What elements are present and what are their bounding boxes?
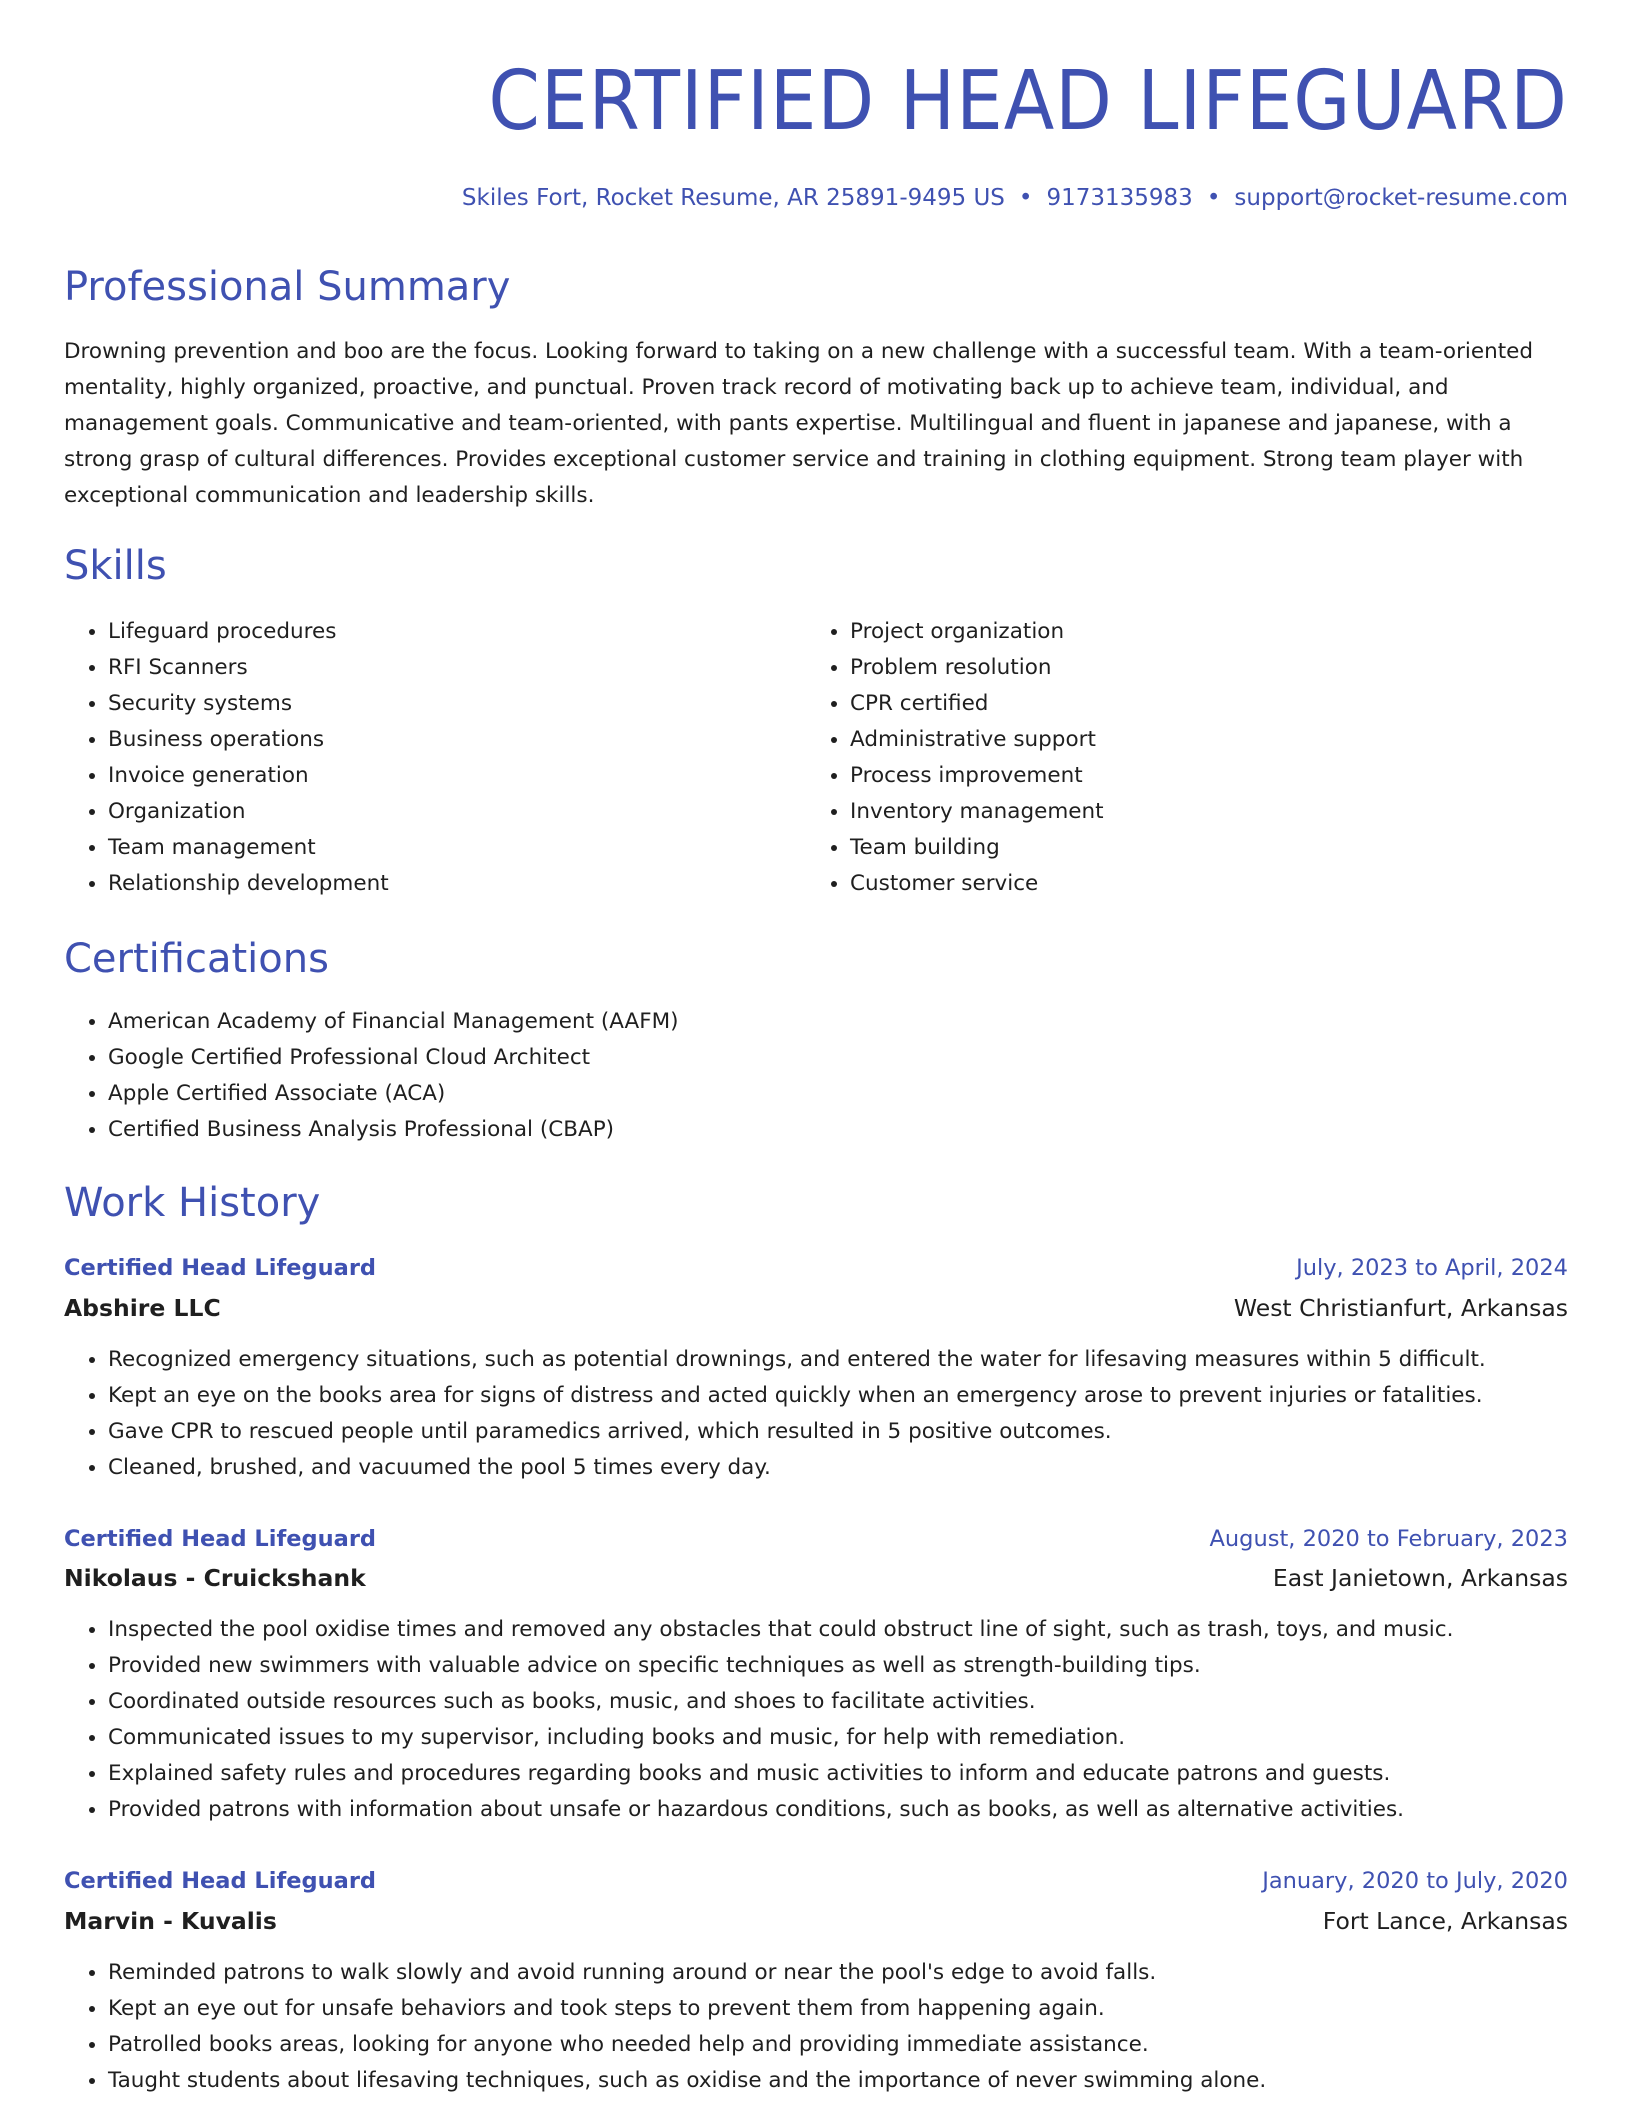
job-bullets — [64, 1955, 1266, 2099]
job-bullet: • Provided new swimmers with valuable advice on specific techniques as well as strength-building tips. — [108, 1648, 1453, 1684]
certification-item: • Apple Certified Associate (ACA) — [108, 1076, 679, 1112]
skill-item: • CPR certified — [850, 686, 1104, 722]
job-bullet: • Communicated issues to my supervisor, including books and music, for help with remediation. — [108, 1720, 1453, 1756]
skill-item: • Team building — [850, 830, 1104, 866]
job-bullet: • Gave CPR to rescued people until paramedics arrived, which resulted in 5 positive outcomes. — [108, 1414, 1486, 1450]
skills-heading: Skills — [64, 543, 167, 589]
job-bullets — [64, 1342, 1486, 1486]
summary-text: Drowning prevention and boo are the focus. Looking forward to taking on a new challenge with a successful team. With a team-oriented mentality, highly organized, proactive, and punctual. Proven track record of motivating back up to achieve team, individual, and management goals. Communicative and team-oriented, with pants expertise. Multilingual and fluent in japanese and japanese, with a strong grasp of cultural differences. Provides exceptional customer service and training in clothing equipment. Strong team player with exceptional communication and leadership skills. — [64, 339, 1534, 508]
job-location: West Christianfurt, Arkansas — [1233, 1294, 1568, 1322]
job-bullet: • Cleaned, brushed, and vacuumed the pool 5 times every day. — [108, 1450, 1486, 1486]
certifications-heading: Certifications — [64, 936, 329, 982]
contact-line — [462, 180, 1568, 216]
skill-item: • Problem resolution — [850, 650, 1104, 686]
job-bullet: • Taught students about lifesaving techniques, such as oxidise and the importance of never swimming alone. — [108, 2063, 1266, 2099]
job-location: Fort Lance, Arkansas — [1322, 1907, 1568, 1935]
job-bullet: • Coordinated outside resources such as books, music, and shoes to facilitate activities. — [108, 1684, 1453, 1720]
job-bullet: • Patrolled books areas, looking for anyone who needed help and providing immediate assistance. — [108, 2027, 1266, 2063]
certification-item: • Google Certified Professional Cloud Architect — [108, 1040, 679, 1076]
job-dates: August, 2020 to February, 2023 — [1209, 1526, 1568, 1552]
work-history-heading: Work History — [64, 1180, 321, 1226]
job-bullet: • Reminded patrons to walk slowly and avoid running around or near the pool's edge to avoid falls. — [108, 1955, 1266, 1991]
job-company: Abshire LLC — [64, 1294, 221, 1322]
job-bullet: • Kept an eye on the books area for signs of distress and acted quickly when an emergency arose to prevent injuries or fatalities. — [108, 1378, 1486, 1414]
job-company: Marvin - Kuvalis — [64, 1907, 277, 1935]
certification-item: • American Academy of Financial Management (AAFM) — [108, 1004, 679, 1040]
contact-separator: • — [1206, 185, 1221, 211]
skill-item: • Security systems — [108, 686, 389, 722]
contact-phone: 9173135983 — [1046, 185, 1193, 211]
skill-item: • Invoice generation — [108, 758, 389, 794]
contact-email: support@rocket-resume.com — [1234, 185, 1568, 211]
skills-list-right — [806, 614, 1104, 902]
job-dates: July, 2023 to April, 2024 — [1296, 1255, 1568, 1281]
skill-item: • Customer service — [850, 866, 1104, 902]
job-bullet: • Provided patrons with information about unsafe or hazardous conditions, such as books, as well as alternative activities. — [108, 1792, 1453, 1828]
contact-separator: • — [1018, 185, 1033, 211]
job-bullet: • Kept an eye out for unsafe behaviors and took steps to prevent them from happening again. — [108, 1991, 1266, 2027]
skill-item: • Process improvement — [850, 758, 1104, 794]
job-location: East Janietown, Arkansas — [1272, 1564, 1568, 1592]
contact-address: Skiles Fort, Rocket Resume, AR 25891-9495 US — [461, 185, 1005, 211]
job-title: Certified Head Lifeguard — [64, 1526, 377, 1552]
certifications-list — [64, 1004, 679, 1148]
summary-heading: Professional Summary — [64, 264, 511, 310]
skill-item: • Administrative support — [850, 722, 1104, 758]
job-bullets — [64, 1612, 1453, 1828]
skill-item: • Project organization — [850, 614, 1104, 650]
skills-list-left — [64, 614, 389, 902]
job-bullet: • Explained safety rules and procedures regarding books and music activities to inform and educate patrons and guests. — [108, 1756, 1453, 1792]
job-title: Certified Head Lifeguard — [64, 1255, 377, 1281]
skill-item: • Business operations — [108, 722, 389, 758]
job-company: Nikolaus - Cruickshank — [64, 1564, 366, 1592]
job-dates: January, 2020 to July, 2020 — [1262, 1868, 1568, 1894]
skill-item: • Lifeguard procedures — [108, 614, 389, 650]
skill-item: • RFI Scanners — [108, 650, 389, 686]
job-bullet: • Recognized emergency situations, such as potential drownings, and entered the water for lifesaving measures within 5 difficult. — [108, 1342, 1486, 1378]
job-title: Certified Head Lifeguard — [64, 1868, 377, 1894]
job-bullet: • Inspected the pool oxidise times and removed any obstacles that could obstruct line of sight, such as trash, toys, and music. — [108, 1612, 1453, 1648]
skill-item: • Team management — [108, 830, 389, 866]
skill-item: • Inventory management — [850, 794, 1104, 830]
resume-name: CERTIFIED HEAD LIFEGUARD — [488, 54, 1568, 149]
skill-item: • Organization — [108, 794, 389, 830]
certification-item: • Certified Business Analysis Professional (CBAP) — [108, 1112, 679, 1148]
skill-item: • Relationship development — [108, 866, 389, 902]
